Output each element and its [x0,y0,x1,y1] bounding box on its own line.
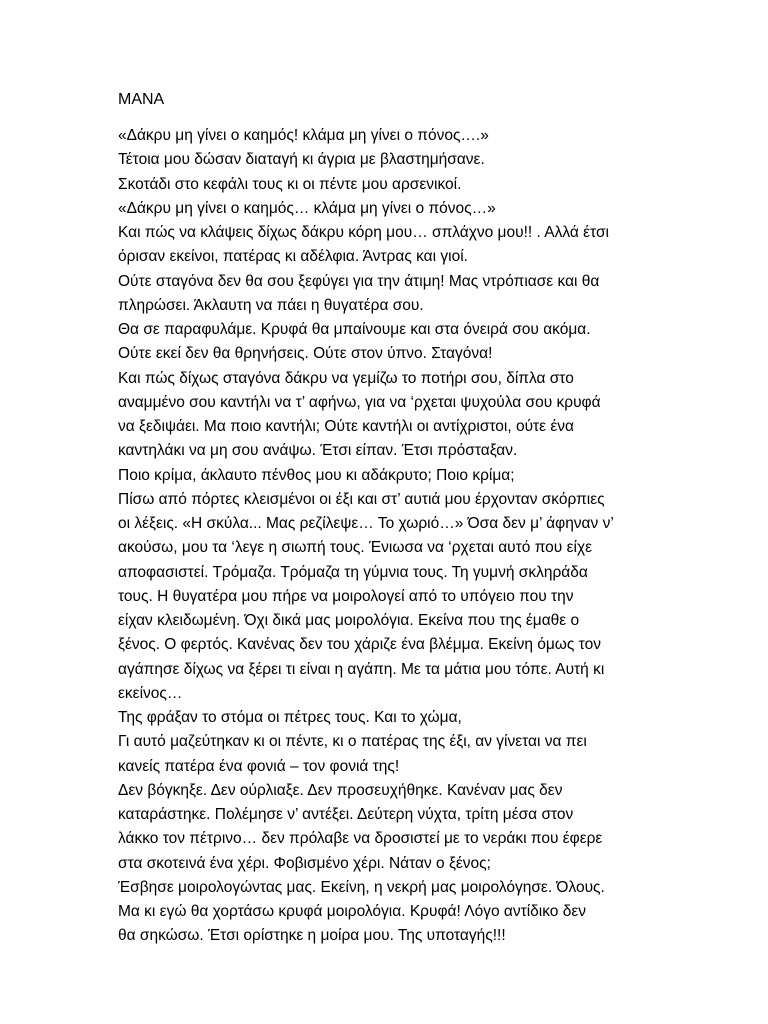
text-line: Δεν βόγκηξε. Δεν ούρλιαξε. Δεν προσευχήθηκε. Κανέναν μας δεν [118,781,563,799]
text-line: «Δάκρυ μη γίνει ο καημός… κλάμα μη γίνει ο πόνος…» [118,199,496,217]
text-line: καταράστηκε. Πολέμησε ν’ αντέξει. Δεύτερη νύχτα, τρίτη μέσα στον [118,806,574,823]
text-line: Και πώς να κλάψεις δίχως δάκρυ κόρη μου… σπλάχνο μου!! . Αλλά έτσι [118,224,609,241]
text-line: Ποιο κρίμα, άκλαυτο πένθος μου κι αδάκρυτο; Ποιο κρίμα; [118,466,515,484]
text-line: πληρώσει. Άκλαυτη να πάει η θυγατέρα σου. [118,296,424,314]
text-line: Σκοτάδι στο κεφάλι τους κι οι πέντε μου αρσενικοί. [118,175,462,193]
text-line: αναμμένο σου καντήλι να τ’ αφήνω, για να ‘ρχεται ψυχούλα σου κρυφά [118,393,601,411]
text-line: αποφασιστεί. Τρόμαζα. Τρόμαζα τη γύμνια τους. Τη γυμνή σκληράδα [118,563,588,581]
text-line: Πίσω από πόρτες κλεισμένοι οι έξι και στ’ αυτιά μου έρχονταν σκόρπιες [118,490,605,508]
text-line: όρισαν εκείνοι, πατέρας κι αδέλφια. Άντρας και γιοί. [118,248,468,266]
text-line: καντηλάκι να μη σου ανάψω. Έτσι είπαν. Έτσι πρόσταξαν. [118,442,518,460]
text-line: εκείνος… [118,684,183,702]
text-line: λάκκο τον πέτρινο… δεν πρόλαβε να δροσιστεί με το νεράκι που έφερε [118,830,603,848]
text-line: αγάπησε δίχως να ξέρει τι είναι η αγάπη. Με τα μάτια μου τόπε. Αυτή κι [118,660,605,678]
text-line: Μα κι εγώ θα χορτάσω κρυφά μοιρολόγια. Κρυφά! Λόγο αντίδικο δεν [118,903,586,920]
document-body [118,124,658,949]
text-line: Και πώς δίχως σταγόνα δάκρυ να γεμίζω το ποτήρι σου, δίπλα στο [118,369,574,387]
text-line: είχαν κλειδωμένη. Όχι δικά μας μοιρολόγια. Εκείνα που της έμαθε ο [118,612,580,629]
text-line: Της φράξαν το στόμα οι πέτρες τους. Και το χώμα, [118,709,462,726]
text-line: Έσβησε μοιρολογώντας μας. Εκείνη, η νεκρή μας μοιρολόγησε. Όλους. [118,878,605,896]
text-line: Ούτε σταγόνα δεν θα σου ξεφύγει για την άτιμη! Μας ντρόπιασε και θα [118,272,600,290]
text-line: «Δάκρυ μη γίνει ο καημός! κλάμα μη γίνει ο πόνος….» [118,127,489,144]
text-line: κανείς πατέρα ένα φονιά – τον φονιά της! [118,757,400,775]
text-line: Θα σε παραφυλάμε. Κρυφά θα μπαίνουμε και στα όνειρά σου ακόμα. [118,321,591,338]
text-line: Γι αυτό μαζεύτηκαν κι οι πέντε, κι ο πατέρας της έξι, αν γίνεται να πει [118,733,587,751]
text-line: Τέτοια μου δώσαν διαταγή κι άγρια με βλαστημήσανε. [118,151,485,169]
text-line: θα σηκώσω. Έτσι ορίστηκε η μοίρα μου. Της υποταγής!!! [118,927,506,945]
document-title: ΜΑΝΑ [118,91,165,108]
text-line: Ούτε εκεί δεν θα θρηνήσεις. Ούτε στον ύπνο. Σταγόνα! [118,345,493,363]
text-line: ακούσω, μου τα ‘λεγε η σιωπή τους. Ένιωσα να ‘ρχεται αυτό που είχε [118,539,592,557]
text-line: ξένος. Ο φερτός. Κανένας δεν του χάριζε ένα βλέμμα. Εκείνη όμως τον [118,636,601,654]
text-line: να ξεδιψάει. Μα ποιο καντήλι; Ούτε καντήλι οι αντίχριστοι, ούτε ένα [118,418,575,435]
text-line: τους. Η θυγατέρα μου πήρε να μοιρολογεί από το υπόγειο που την [118,587,574,605]
text-line: στα σκοτεινά ένα χέρι. Φοβισμένο χέρι. Νάταν ο ξένος; [118,854,491,872]
text-line: οι λέξεις. «Η σκύλα... Μας ρεζίλεψε… Το χωριό…» Όσα δεν μ’ άφηναν ν’ [118,515,614,532]
